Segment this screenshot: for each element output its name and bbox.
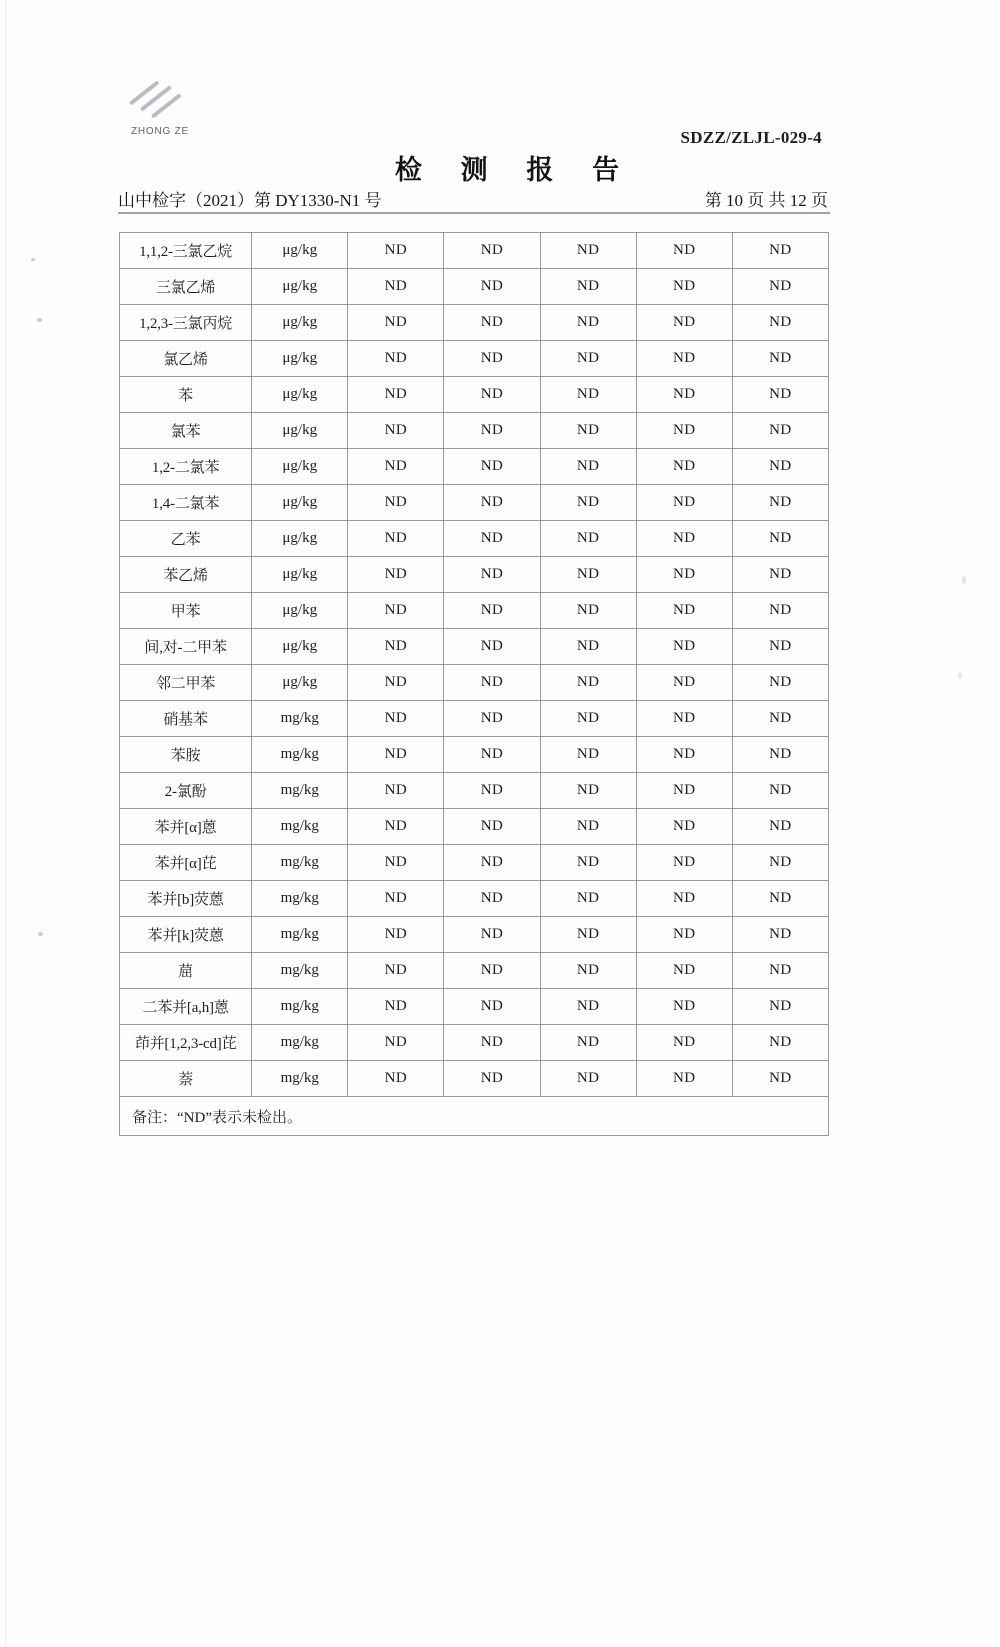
result-value-cell: ND: [540, 917, 636, 953]
result-value-cell: ND: [444, 629, 540, 665]
result-value-cell: ND: [540, 557, 636, 593]
analyte-name-cell: 苯并[α]蒽: [120, 809, 252, 845]
result-value-cell: ND: [636, 953, 732, 989]
result-value-cell: ND: [444, 233, 540, 269]
analyte-name-cell: 间,对-二甲苯: [120, 629, 252, 665]
result-value-cell: ND: [732, 269, 828, 305]
result-value-cell: ND: [348, 845, 444, 881]
table-row: [120, 989, 829, 1025]
result-value-cell: ND: [732, 449, 828, 485]
unit-cell: μg/kg: [252, 413, 348, 449]
analyte-name-cell: 硝基苯: [120, 701, 252, 737]
result-value-cell: ND: [540, 1025, 636, 1061]
result-value-cell: ND: [348, 917, 444, 953]
table-row: [120, 1061, 829, 1097]
result-value-cell: ND: [540, 377, 636, 413]
result-value-cell: ND: [444, 269, 540, 305]
table-row: [120, 773, 829, 809]
result-value-cell: ND: [732, 701, 828, 737]
result-value-cell: ND: [444, 305, 540, 341]
result-value-cell: ND: [540, 701, 636, 737]
table-row: [120, 665, 829, 701]
page-title-text: 检 测 报 告: [394, 155, 636, 185]
unit-cell: μg/kg: [252, 377, 348, 413]
result-value-cell: ND: [732, 845, 828, 881]
analyte-name-cell: 茚并[1,2,3-cd]芘: [120, 1025, 252, 1061]
result-value-cell: ND: [636, 1025, 732, 1061]
unit-cell: mg/kg: [252, 917, 348, 953]
result-value-cell: ND: [348, 809, 444, 845]
subheader: [118, 186, 828, 214]
result-value-cell: ND: [732, 629, 828, 665]
unit-cell: mg/kg: [252, 953, 348, 989]
analyte-name-cell: 1,4-二氯苯: [120, 485, 252, 521]
analyte-name-cell: 氯乙烯: [120, 341, 252, 377]
result-value-cell: ND: [348, 989, 444, 1025]
result-value-cell: ND: [636, 629, 732, 665]
result-value-cell: ND: [444, 701, 540, 737]
table-row: [120, 233, 829, 269]
table-row: [120, 485, 829, 521]
table-row: [120, 809, 829, 845]
result-value-cell: ND: [732, 1061, 828, 1097]
unit-cell: μg/kg: [252, 341, 348, 377]
result-value-cell: ND: [540, 269, 636, 305]
result-value-cell: ND: [732, 881, 828, 917]
result-value-cell: ND: [732, 305, 828, 341]
document-number: 山中检字（2021）第 DY1330-N1 号: [118, 191, 382, 210]
unit-cell: mg/kg: [252, 737, 348, 773]
analyte-name-cell: 苯并[b]荧蒽: [120, 881, 252, 917]
result-value-cell: ND: [732, 1025, 828, 1061]
result-value-cell: ND: [732, 809, 828, 845]
result-value-cell: ND: [540, 521, 636, 557]
analyte-name-cell: 三氯乙烯: [120, 269, 252, 305]
result-value-cell: ND: [732, 233, 828, 269]
result-value-cell: ND: [732, 377, 828, 413]
unit-cell: mg/kg: [252, 809, 348, 845]
result-value-cell: ND: [636, 845, 732, 881]
logo-wordmark: ZHONG ZE: [130, 126, 190, 137]
result-value-cell: ND: [348, 269, 444, 305]
result-value-cell: ND: [348, 233, 444, 269]
analyte-name-cell: 1,2,3-三氯丙烷: [120, 305, 252, 341]
unit-cell: mg/kg: [252, 1061, 348, 1097]
table-row: [120, 377, 829, 413]
result-value-cell: ND: [444, 881, 540, 917]
page-edge-left: [5, 0, 7, 1647]
result-value-cell: ND: [732, 953, 828, 989]
unit-cell: mg/kg: [252, 989, 348, 1025]
result-value-cell: ND: [540, 1061, 636, 1097]
results-table-body: [120, 233, 829, 1136]
unit-cell: μg/kg: [252, 521, 348, 557]
table-row: [120, 701, 829, 737]
result-value-cell: ND: [348, 305, 444, 341]
unit-cell: μg/kg: [252, 557, 348, 593]
result-value-cell: ND: [540, 413, 636, 449]
result-value-cell: ND: [444, 917, 540, 953]
result-value-cell: ND: [636, 413, 732, 449]
result-value-cell: ND: [444, 341, 540, 377]
scan-speck: [958, 672, 962, 679]
result-value-cell: ND: [540, 845, 636, 881]
table-row: [120, 1025, 829, 1061]
result-value-cell: ND: [444, 449, 540, 485]
result-value-cell: ND: [636, 341, 732, 377]
result-value-cell: ND: [636, 377, 732, 413]
header-divider: [118, 212, 830, 214]
analyte-name-cell: 2-氯酚: [120, 773, 252, 809]
table-row: [120, 341, 829, 377]
result-value-cell: ND: [636, 233, 732, 269]
unit-cell: μg/kg: [252, 593, 348, 629]
result-value-cell: ND: [732, 737, 828, 773]
result-value-cell: ND: [636, 305, 732, 341]
result-value-cell: ND: [348, 521, 444, 557]
result-value-cell: ND: [732, 341, 828, 377]
table-row: [120, 305, 829, 341]
analyte-name-cell: 苯: [120, 377, 252, 413]
result-value-cell: ND: [348, 377, 444, 413]
result-value-cell: ND: [348, 701, 444, 737]
result-value-cell: ND: [540, 305, 636, 341]
unit-cell: mg/kg: [252, 701, 348, 737]
page-indicator: 第 10 页 共 12 页: [704, 191, 828, 210]
analyte-name-cell: 1,1,2-三氯乙烷: [120, 233, 252, 269]
analyte-name-cell: 萘: [120, 1061, 252, 1097]
result-value-cell: ND: [636, 773, 732, 809]
remark-cell: 备注：“ND”表示未检出。: [120, 1097, 829, 1136]
result-value-cell: ND: [732, 773, 828, 809]
result-value-cell: ND: [348, 665, 444, 701]
scan-speck: [37, 318, 42, 322]
result-value-cell: ND: [636, 809, 732, 845]
unit-cell: μg/kg: [252, 629, 348, 665]
result-value-cell: ND: [444, 773, 540, 809]
unit-cell: μg/kg: [252, 305, 348, 341]
result-value-cell: ND: [444, 989, 540, 1025]
scan-speck: [38, 932, 43, 936]
result-value-cell: ND: [732, 557, 828, 593]
result-value-cell: ND: [348, 629, 444, 665]
result-value-cell: ND: [444, 377, 540, 413]
table-row: [120, 521, 829, 557]
scan-speck: [31, 258, 35, 261]
table-row: [120, 953, 829, 989]
company-logo: [112, 72, 208, 148]
table-row: [120, 881, 829, 917]
result-value-cell: ND: [444, 1061, 540, 1097]
page-title: [0, 148, 1000, 187]
result-value-cell: ND: [636, 593, 732, 629]
result-value-cell: ND: [732, 665, 828, 701]
document-code: SDZZ/ZLJL-029-4: [680, 128, 822, 147]
table-row: [120, 845, 829, 881]
logo-bar-1: [129, 80, 160, 105]
analyte-name-cell: 苯胺: [120, 737, 252, 773]
result-value-cell: ND: [540, 629, 636, 665]
result-value-cell: ND: [444, 953, 540, 989]
analyte-name-cell: 苯并[α]芘: [120, 845, 252, 881]
analyte-name-cell: 氯苯: [120, 413, 252, 449]
results-table: [119, 232, 829, 1136]
result-value-cell: ND: [636, 557, 732, 593]
unit-cell: mg/kg: [252, 881, 348, 917]
result-value-cell: ND: [540, 341, 636, 377]
result-value-cell: ND: [540, 485, 636, 521]
unit-cell: mg/kg: [252, 845, 348, 881]
unit-cell: μg/kg: [252, 485, 348, 521]
result-value-cell: ND: [348, 881, 444, 917]
analyte-name-cell: 苯并[k]荧蒽: [120, 917, 252, 953]
result-value-cell: ND: [444, 413, 540, 449]
result-value-cell: ND: [348, 341, 444, 377]
table-row: [120, 269, 829, 305]
table-row: [120, 557, 829, 593]
result-value-cell: ND: [636, 989, 732, 1025]
result-value-cell: ND: [636, 881, 732, 917]
result-value-cell: ND: [540, 665, 636, 701]
result-value-cell: ND: [348, 1061, 444, 1097]
table-row: [120, 449, 829, 485]
result-value-cell: ND: [444, 737, 540, 773]
table-row: [120, 593, 829, 629]
table-row: [120, 413, 829, 449]
result-value-cell: ND: [540, 809, 636, 845]
result-value-cell: ND: [444, 557, 540, 593]
result-value-cell: ND: [348, 449, 444, 485]
table-row: [120, 917, 829, 953]
result-value-cell: ND: [636, 737, 732, 773]
result-value-cell: ND: [732, 413, 828, 449]
result-value-cell: ND: [732, 593, 828, 629]
zhongze-logo-icon: [124, 72, 196, 124]
analyte-name-cell: 乙苯: [120, 521, 252, 557]
scan-speck: [962, 576, 966, 585]
analyte-name-cell: 苯乙烯: [120, 557, 252, 593]
result-value-cell: ND: [540, 953, 636, 989]
result-value-cell: ND: [636, 521, 732, 557]
unit-cell: mg/kg: [252, 1025, 348, 1061]
table-row: [120, 629, 829, 665]
result-value-cell: ND: [348, 953, 444, 989]
analyte-name-cell: 邻二甲苯: [120, 665, 252, 701]
result-value-cell: ND: [444, 485, 540, 521]
table-row: [120, 737, 829, 773]
result-value-cell: ND: [636, 485, 732, 521]
result-value-cell: ND: [348, 1025, 444, 1061]
result-value-cell: ND: [732, 485, 828, 521]
result-value-cell: ND: [636, 269, 732, 305]
result-value-cell: ND: [348, 737, 444, 773]
result-value-cell: ND: [348, 485, 444, 521]
result-value-cell: ND: [540, 773, 636, 809]
analyte-name-cell: 甲苯: [120, 593, 252, 629]
result-value-cell: ND: [444, 809, 540, 845]
result-value-cell: ND: [636, 917, 732, 953]
unit-cell: μg/kg: [252, 665, 348, 701]
result-value-cell: ND: [540, 233, 636, 269]
result-value-cell: ND: [732, 989, 828, 1025]
result-value-cell: ND: [540, 593, 636, 629]
result-value-cell: ND: [540, 737, 636, 773]
page-edge-right: [994, 0, 996, 1647]
unit-cell: μg/kg: [252, 233, 348, 269]
result-value-cell: ND: [540, 881, 636, 917]
result-value-cell: ND: [540, 989, 636, 1025]
unit-cell: μg/kg: [252, 269, 348, 305]
analyte-name-cell: 䓛: [120, 953, 252, 989]
result-value-cell: ND: [732, 521, 828, 557]
result-value-cell: ND: [444, 593, 540, 629]
result-value-cell: ND: [732, 917, 828, 953]
table-remark-row: [120, 1097, 829, 1136]
result-value-cell: ND: [636, 449, 732, 485]
result-value-cell: ND: [540, 449, 636, 485]
result-value-cell: ND: [444, 1025, 540, 1061]
result-value-cell: ND: [348, 773, 444, 809]
result-value-cell: ND: [348, 413, 444, 449]
result-value-cell: ND: [348, 593, 444, 629]
result-value-cell: ND: [636, 665, 732, 701]
analyte-name-cell: 二苯并[a,h]蒽: [120, 989, 252, 1025]
result-value-cell: ND: [444, 521, 540, 557]
result-value-cell: ND: [444, 665, 540, 701]
analyte-name-cell: 1,2-二氯苯: [120, 449, 252, 485]
result-value-cell: ND: [348, 557, 444, 593]
unit-cell: mg/kg: [252, 773, 348, 809]
result-value-cell: ND: [444, 845, 540, 881]
result-value-cell: ND: [636, 701, 732, 737]
result-value-cell: ND: [636, 1061, 732, 1097]
unit-cell: μg/kg: [252, 449, 348, 485]
